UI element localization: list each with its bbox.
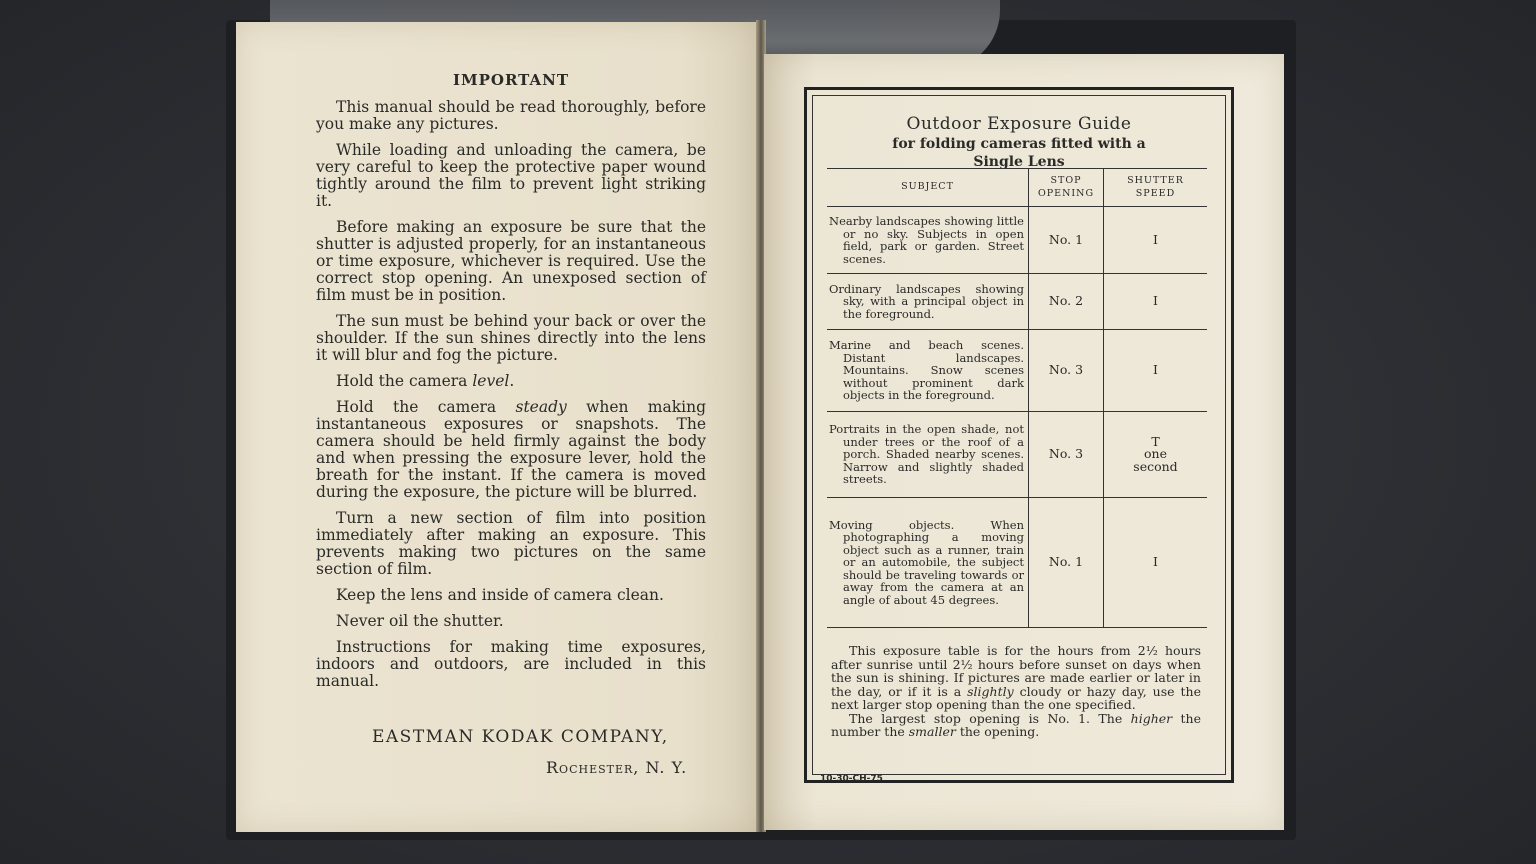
company-city: Rochester, N. Y.	[546, 758, 688, 777]
paragraph: The sun must be behind your back or over the shoulder. If the sun shines directly into the lens it will blur and fog the picture.	[316, 312, 706, 364]
subject-cell: Ordinary landscapes showing sky, with a principal object in the foreground.	[827, 274, 1029, 330]
table-row	[827, 207, 1207, 274]
guide-title: Outdoor Exposure Guide	[906, 114, 1132, 134]
subject-cell: Marine and beach scenes. Distant landscapes. Mountains. Snow scenes without prominent dark objects in the foreground.	[827, 330, 1029, 412]
paragraph: Before making an exposure be sure that the shutter is adjusted properly, for an instantaneous or time exposure, whichever is required. Use the correct stop opening. An unexposed section of film must be in position.	[316, 218, 706, 304]
exposure-guide-frame	[804, 87, 1234, 783]
paragraph: Turn a new section of film into position immediately after making an exposure. This prevents making two pictures on the same section of film.	[316, 509, 706, 578]
paragraph: While loading and unloading the camera, be very careful to keep the protective paper wound tightly around the film to prevent light striking it.	[316, 141, 706, 210]
stop-cell: No. 2	[1029, 274, 1104, 330]
paragraph: Instructions for making time exposures, indoors and outdoors, are included in this manual.	[316, 638, 706, 690]
note-paragraph: The largest stop opening is No. 1. The higher the number the smaller the opening.	[831, 710, 1202, 739]
exposure-table	[827, 168, 1207, 628]
column-header-stop: STOP OPENING	[1029, 169, 1104, 207]
speed-cell: I	[1104, 498, 1208, 628]
speed-cell: I	[1104, 207, 1208, 274]
paragraph: Keep the lens and inside of camera clean.	[336, 586, 664, 604]
speed-note: one second	[1133, 446, 1178, 474]
subject-cell: Portraits in the open shade, not under trees or the roof of a porch. Shaded nearby scenes. Narrow and slightly shaded streets.	[827, 412, 1029, 498]
note-paragraph: This exposure table is for the hours from 2½ hours after sunrise until 2½ hours before sunset on days when the sun is shining. If pictures are made earlier or later in the day, or if it is a slightly cloudy or hazy day, use the next larger stop opening than the one specified.	[831, 643, 1201, 712]
paragraph-steady: Hold the camera steady when making instantaneous exposures or snapshots. The camera should be held firmly against the body and when pressing the exposure lever, hold the breath for the instant. If the camera is moved during the exposure, the picture will be blurred.	[316, 398, 707, 501]
company-name: EASTMAN KODAK COMPANY,	[372, 727, 669, 747]
speed-value: T	[1151, 433, 1160, 449]
table-header-row	[827, 169, 1207, 207]
left-page	[236, 22, 758, 832]
paragraph: Never oil the shutter.	[336, 612, 504, 630]
speed-cell: I	[1104, 330, 1208, 412]
subject-cell: Nearby landscapes showing little or no sky. Subjects in open field, park or garden. Street scenes.	[827, 207, 1029, 274]
guide-subtitle-lens: Single Lens	[973, 154, 1065, 170]
important-heading: IMPORTANT	[452, 71, 570, 89]
right-page	[764, 54, 1284, 830]
stop-cell: No. 3	[1029, 412, 1104, 498]
table-row	[827, 498, 1207, 628]
exposure-note	[831, 644, 1201, 739]
speed-cell	[1104, 412, 1208, 498]
subject-cell: Moving objects. When photographing a moving object such as a runner, train or an automobile, the subject should be traveling towards or away from the camera at an angle of about 45 degrees.	[827, 498, 1029, 628]
column-header-speed: SHUTTER SPEED	[1104, 169, 1208, 207]
stop-cell: No. 1	[1029, 498, 1104, 628]
column-header-subject: SUBJECT	[827, 169, 1029, 207]
important-section	[316, 72, 706, 699]
stop-cell: No. 1	[1029, 207, 1104, 274]
table-row	[827, 330, 1207, 412]
guide-subtitle: for folding cameras fitted with a	[892, 136, 1146, 152]
table-row	[827, 274, 1207, 330]
table-row	[827, 412, 1207, 498]
paragraph-level: Hold the camera level.	[336, 372, 515, 390]
speed-cell: I	[1104, 274, 1208, 330]
print-code: 10-30-CH-75	[820, 774, 883, 784]
stop-cell: No. 3	[1029, 330, 1104, 412]
paragraph: This manual should be read thoroughly, before you make any pictures.	[316, 98, 706, 133]
